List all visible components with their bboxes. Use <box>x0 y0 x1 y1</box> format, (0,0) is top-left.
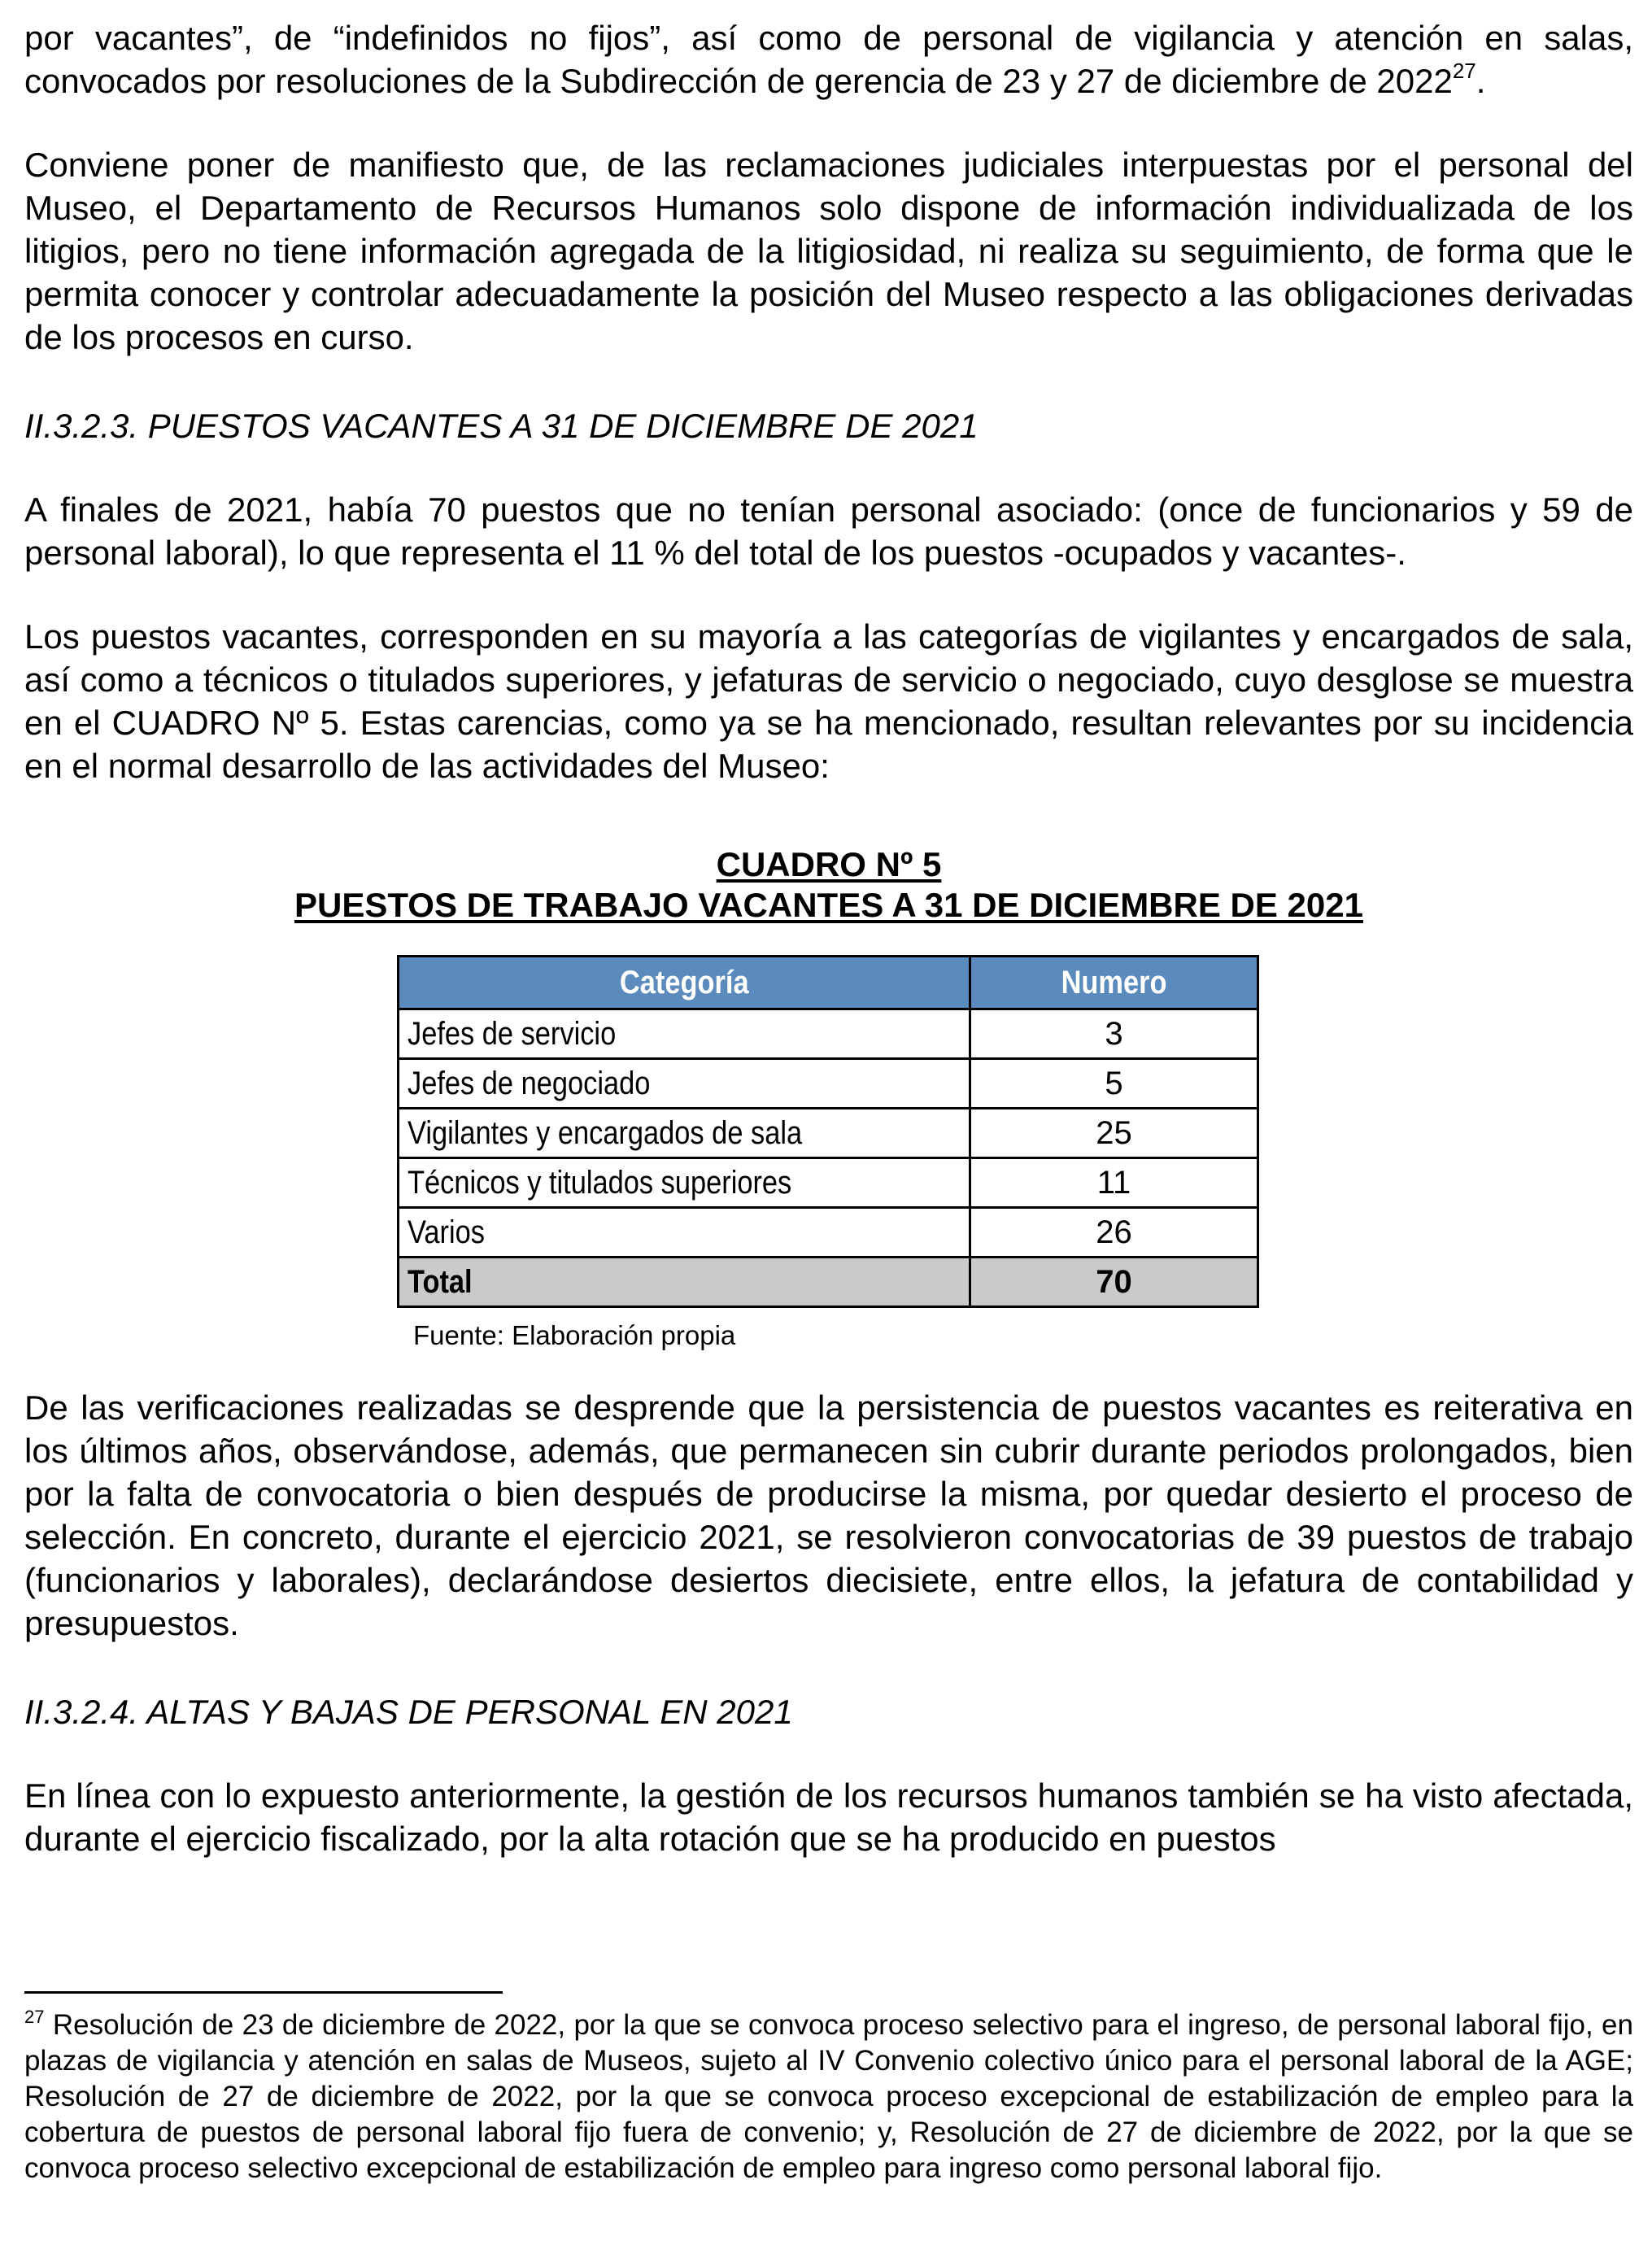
cell-category <box>399 1158 970 1208</box>
paragraph-2: Conviene poner de manifiesto que, de las reclamaciones judiciales interpuestas por el personal del Museo, el Departamento de Recursos Humanos solo dispone de información individualizada de los litigios, pero no tiene información agregada de la litigiosidad, ni realiza su seguimiento, de forma que le permita conocer y controlar adecuadamente la posición del Museo respecto a las obligaciones derivadas de los procesos en curso. <box>24 146 1633 356</box>
paragraph-1-end: . <box>1475 62 1486 100</box>
paragraph-1 <box>24 16 1633 102</box>
header-numero-label: Numero <box>1061 964 1167 1000</box>
cell-total-label-text: Total <box>408 1263 473 1300</box>
paragraph-5: De las verificaciones realizadas se desprende que la persistencia de puestos vacantes es reiterativa en los últimos años, observándose, además, que permanecen sin cubrir durante periodos prolongados, bien por la falta de convocatoria o bien después de producirse la misma, por quedar desierto el proceso de selección. En concreto, durante el ejercicio 2021, se resolvieron convocatorias de 39 puestos de trabajo (funcionarios y laborales), declarándose desiertos diecisiete, entre ellos, la jefatura de contabilidad y presupuestos. <box>24 1388 1633 1642</box>
cell-number: 3 <box>970 1009 1258 1059</box>
footnote-ref: 27 <box>1452 59 1476 83</box>
cell-category <box>399 1059 970 1109</box>
table-row <box>399 1109 1258 1158</box>
section-heading-altas-bajas: II.3.2.4. ALTAS Y BAJAS DE PERSONAL EN 2021 <box>24 1693 793 1731</box>
header-categoria-label: Categoría <box>619 964 749 1000</box>
header-categoria <box>399 957 970 1009</box>
cell-number: 11 <box>970 1158 1258 1208</box>
cell-category <box>399 1208 970 1258</box>
cell-category <box>399 1109 970 1158</box>
table-total-row <box>399 1258 1258 1307</box>
table-title: CUADRO Nº 5 <box>716 845 942 883</box>
cell-total-label <box>399 1258 970 1307</box>
cell-category-text: Jefes de servicio <box>408 1015 617 1052</box>
table-row <box>399 1158 1258 1208</box>
document-page <box>24 16 1633 1860</box>
header-numero <box>970 957 1258 1009</box>
footnote-number: 27 <box>24 2007 45 2027</box>
cell-number: 25 <box>970 1109 1258 1158</box>
cell-number: 5 <box>970 1059 1258 1109</box>
paragraph-3: A finales de 2021, había 70 puestos que no tenían personal asociado: (once de funcionarios y 59 de personal laboral), lo que representa el 11 % del total de los puestos -ocupados y vacantes-. <box>24 490 1633 572</box>
footnote-divider <box>24 1991 503 1994</box>
table-row <box>399 1009 1258 1059</box>
table-row <box>399 1208 1258 1258</box>
paragraph-6: En línea con lo expuesto anteriormente, la gestión de los recursos humanos también se ha visto afectada, durante el ejercicio fiscalizado, por la alta rotación que se ha producido en puestos <box>24 1776 1633 1858</box>
cell-category-text: Jefes de negociado <box>408 1065 651 1101</box>
cell-category <box>399 1009 970 1059</box>
table-row <box>399 1059 1258 1109</box>
cell-total-number: 70 <box>970 1258 1258 1307</box>
table-subtitle: PUESTOS DE TRABAJO VACANTES A 31 DE DICIEMBRE DE 2021 <box>294 886 1363 924</box>
cell-number: 26 <box>970 1208 1258 1258</box>
cell-category-text: Varios <box>408 1214 485 1250</box>
table-header-row <box>399 957 1258 1009</box>
table-title-block <box>24 844 1633 926</box>
paragraph-4: Los puestos vacantes, corresponden en su mayoría a las categorías de vigilantes y encargados de sala, así como a técnicos o titulados superiores, y jefaturas de servicio o negociado, cuyo desglose se muestra en el CUADRO Nº 5. Estas carencias, como ya se ha mencionado, resultan relevantes por su incidencia en el normal desarrollo de las actividades del Museo: <box>24 617 1633 785</box>
section-heading-vacantes: II.3.2.3. PUESTOS VACANTES A 31 DE DICIEMBRE DE 2021 <box>24 407 979 445</box>
footnote <box>24 2007 1633 2186</box>
cell-category-text: Técnicos y titulados superiores <box>408 1164 792 1201</box>
footnote-text: Resolución de 23 de diciembre de 2022, por la que se convoca proceso selectivo para el ingreso, de personal laboral fijo, en plazas de vigilancia y atención en salas de Museos, sujeto al IV Convenio colectivo único para el personal laboral de la AGE; Resolución de 27 de diciembre de 2022, por la que se convoca proceso excepcional de estabilización de empleo para la cobertura de puestos de personal laboral fijo fuera de convenio; y, Resolución de 27 de diciembre de 2022, por la que se convoca proceso selectivo excepcional de estabilización de empleo para ingreso como personal laboral fijo. <box>24 2009 1633 2184</box>
table-source: Fuente: Elaboración propia <box>413 1320 736 1350</box>
vacancies-table <box>397 955 1259 1308</box>
cell-category-text: Vigilantes y encargados de sala <box>408 1114 803 1151</box>
paragraph-1-text: por vacantes”, de “indefinidos no fijos”, así como de personal de vigilancia y atención en salas, convocados por resoluciones de la Subdirección de gerencia de 23 y 27 de diciembre de 2022 <box>24 19 1633 100</box>
